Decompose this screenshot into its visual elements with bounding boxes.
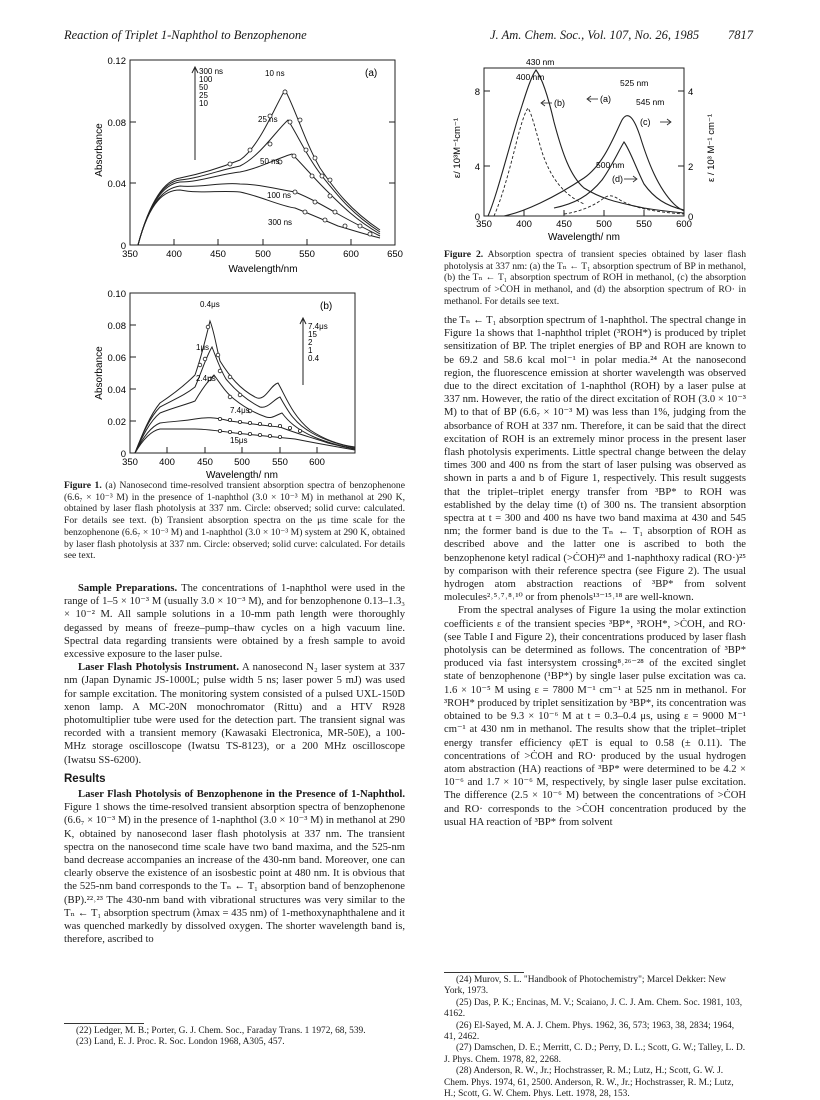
fig1b-legend-time: 1 <box>308 346 313 355</box>
right-paragraph-1: the Tₙ ← T₁ absorption spectrum of 1-naphthol. The spectral change in Figure 1a shows that 1-naphthol triplet (³ROH*) is produced by triplet sensitization of BP. The triplet energies of BP and ROH are known to be 69.2 and 58.6 kcal mol⁻¹ in polar media.²⁴ At the nanosecond region, the fluorescence emission at shorter wavelength was observed due to the direct excitation of 1-naphthol (ROH) by a laser pulse at 337 nm. However, the ratio of the direct excitation of ROH (3.0 × 10⁻³ M) to that of BP (6.6₇ × 10⁻³ M) was less than 1%, judging from the absorbance of ROH at 337 nm. Therefore, it can be said that the direct excitation of ROH is an extremely minor process in the present laser flash photolysis experiments. Little spectral change between the delay times 300 and 400 ns from the start of laser pulsing was observed as shown in parts a and b of Figure 1, respectively. This result suggests that the triplet–triplet energy transfer from ³BP* to ROH was established by the delay time (t) of 300 ns. The transient absorption spectra at t = 300 and 400 ns have two band maxima at 430 and 545 nm; the former band is due to the Tₙ ← T₁ absorption of ROH as described above and the latter one is ascribed to both the benzophenone ketyl radical (>ĊOH)²³ and 1-naphthoxy radical (RO·)²⁵ by comparison with their reference spectra (see Figure 2). The usual hydrogen atom abstraction reactions of ³BP* from solvent molecules²˒⁵˒⁷˒⁸˒¹⁰ or from phenols¹³⁻¹⁵˒¹⁸ are well-known. <box>444 315 746 604</box>
laser-text: A nanosecond N₂ laser system at 337 nm (Japan Dynamic JS-1000L; pulse width 5 ns; laser power 5 mJ) was used for sample excitation. The monitoring system consisted of a pulsed UXL-150D xenon lamp. A MC-20N monochromator (Rittu) and a HTV R928 photomultiplier tube were used for the detection part. The transient signal was recorded with a transient memory (Kawasaki Electronica, MR-50E), a 100-MHz storage oscilloscope (Iwatsu TS-8123), or a 200 MHz oscilloscope (Iwatsu SS-6200). <box>64 662 405 766</box>
fig1b-annotation: 0.4μs <box>200 300 220 309</box>
fig2-xtick: 350 <box>476 219 492 230</box>
fig1a-ytick: 0.12 <box>107 56 126 67</box>
fig1a-xtick: 500 <box>255 249 271 260</box>
fig2-ytick-right: 4 <box>688 87 694 98</box>
fig1a-xtick: 350 <box>122 249 138 260</box>
fig1a-legend-time: 300 ns <box>199 67 224 76</box>
fig1b-panel-label: (b) <box>320 301 333 312</box>
fig1a-ytick: 0 <box>120 241 126 252</box>
fig1b-annotation: 15μs <box>230 436 248 445</box>
reference-item: (23) Land, E. J. Proc. R. Soc. London 1968, A305, 457. <box>76 1037 285 1048</box>
fig2-ylabel-left: ε/ 10³M⁻¹cm⁻¹ <box>452 117 463 179</box>
fig1a-curve-100ns <box>138 184 380 245</box>
fig2-xtick: 500 <box>596 219 612 230</box>
figure-2-caption-text: Absorption spectra of transient species obtained by laser flash photolysis at 337 nm: (a) the Tₙ ← T₁ absorption spectrum of BP in methanol, (b) the Tₙ ← T₁ absorption spectrum of ROH in methanol, (c) the absorption spectrum of >ĊOH in methanol, and (d) the absorption spectrum of RO· in methanol. For details see text. <box>444 249 746 307</box>
fig1a-xtick: 650 <box>387 249 403 260</box>
fig2-xtick: 400 <box>516 219 532 230</box>
fig1a-legend-time: 100 <box>199 75 213 84</box>
fig1b-ytick: 0.08 <box>107 321 126 332</box>
fig2-ytick-right: 2 <box>688 162 694 173</box>
fig1b-ytick: 0.02 <box>107 417 126 428</box>
fig1b-annotation: 7.4μs <box>230 406 250 415</box>
figure-1a-chart <box>80 50 410 280</box>
fig1a-curves <box>138 90 380 245</box>
fig1a-legend-time: 25 <box>199 91 208 100</box>
results-paragraph <box>64 788 405 946</box>
fig2-xtick: 450 <box>556 219 572 230</box>
laser-heading: Laser Flash Photolysis Instrument. <box>78 662 239 674</box>
fig2-frame <box>484 68 684 216</box>
fig2-annotation: 430 nm <box>526 57 555 67</box>
fig1b-legend-time: 2 <box>308 338 313 347</box>
sample-heading: Sample Preparations. <box>78 583 178 594</box>
fig1b-xtick: 500 <box>234 457 250 468</box>
fig1a-ytick: 0.08 <box>107 118 126 129</box>
fig1a-legend-time: 50 <box>199 83 208 92</box>
fig1b-xtick: 350 <box>122 457 138 468</box>
fig1b-ylabel: Absorbance <box>94 346 105 400</box>
fig2-ytick-right: 0 <box>688 212 694 223</box>
fig1b-xtick: 450 <box>197 457 213 468</box>
right-references <box>444 975 746 1100</box>
figure-1-caption-label: Figure 1. <box>64 480 102 491</box>
fig1b-curve-0.4us <box>135 321 355 453</box>
fig1b-curves <box>135 321 355 453</box>
fig2-label-a: (a) <box>600 94 611 104</box>
fig1a-xtick: 550 <box>299 249 315 260</box>
fig1a-annotation: 300 ns <box>268 218 293 227</box>
fig2-label-b: (b) <box>554 98 565 108</box>
fig2-curve-a <box>504 116 684 216</box>
fig1b-ytick: 0.10 <box>107 289 126 300</box>
left-column-body <box>64 582 405 946</box>
page-number: 7817 <box>728 28 753 42</box>
fig1a-xtick: 600 <box>343 249 359 260</box>
fig1b-legend-time: 15 <box>308 330 317 339</box>
fig1b-legend-time: 7.4μs <box>308 322 328 331</box>
figure-1-caption <box>64 480 405 562</box>
fig2-annotation: 525 nm <box>620 78 649 88</box>
right-paragraph-2: From the spectral analyses of Figure 1a using the molar extinction coefficients ε of the transient species ³BP*, ³ROH*, >ĊOH, and RO· (see Table I and Figure 2), their concentrations produced by laser flash photolysis can be determined as follows. The concentration of ³BP* produced via fast intersystem crossing⁸˒²⁶⁻²⁸ of the excited singlet state of benzophenone (¹BP*) by single laser pulse excitation was ca. 1.6 × 10⁻⁵ M using ε = 7800 M⁻¹ cm⁻¹ at 525 nm in methanol. For ³ROH* produced by triplet sensitization by ³BP*, its concentration was obtained to be 9.3 × 10⁻⁶ M at t = 0.3–0.4 μs, using ε = 9000 M⁻¹ cm⁻¹ at 430 nm in methanol. The results show that the triplet–triplet energy transfer efficiency φET is equal to 0.58 (± 0.11). The concentrations of >ĊOH and RO· produced by the usual hydrogen atom abstraction (HA) reactions of ³BP* were determined to be 4.2 × 10⁻⁶ and 1.7 × 10⁻⁶ M, respectively, by single laser pulse excitation. The difference (2.5 × 10⁻⁶ M) between the concentrations of >ĊOH and RO· corresponds to the >ĊOH concentration produced by the usual HA reaction of ³BP* from solvent <box>444 605 746 828</box>
reference-item: (25) Das, P. K.; Encinas, M. V.; Scaiano, J. C. J. Am. Chem. Soc. 1981, 103, 4162. <box>444 997 743 1020</box>
fig2-xtick: 600 <box>676 219 692 230</box>
fig2-xlabel: Wavelength/ nm <box>548 232 620 243</box>
results-subheading: Laser Flash Photolysis of Benzophenone in the Presence of 1-Naphthol. <box>78 789 405 801</box>
fig1a-annotation: 25 ns <box>258 115 278 124</box>
fig2-annotation: 400 nm <box>516 72 545 82</box>
journal-citation: J. Am. Chem. Soc., Vol. 107, No. 26, 1985 <box>490 28 700 42</box>
reference-item: (24) Murov, S. L. "Handbook of Photochemistry"; Marcel Dekker: New York, 1973. <box>444 975 727 997</box>
fig1a-curve-10ns <box>138 90 380 245</box>
fig2-dashed-peak <box>494 108 584 216</box>
fig1b-xtick: 600 <box>309 457 325 468</box>
fig2-annotation: 500 nm <box>596 160 625 170</box>
fig2-ylabel-right: ε / 10³ M⁻¹ cm⁻¹ <box>706 113 717 183</box>
fig1a-annotation: 50 ns <box>260 157 280 166</box>
fig1a-legend-time: 10 <box>199 99 208 108</box>
fig1b-ytick: 0.06 <box>107 353 126 364</box>
running-title: Reaction of Triplet 1-Naphthol to Benzophenone <box>64 28 307 42</box>
laser-paragraph <box>64 661 405 767</box>
fig1a-ylabel: Absorbance <box>94 123 105 177</box>
fig2-ytick-left: 0 <box>474 212 480 223</box>
reference-item: (26) El-Sayed, M. A. J. Chem. Phys. 1962, 36, 573; 1963, 38, 2834; 1964, 41, 2462. <box>444 1020 735 1043</box>
sample-text: The concentrations of 1-naphthol were used in the range of 1–5 × 10⁻³ M (usually 3.0 × 10⁻³ M), and for benzophenone 0.13–1.3₃ × 10⁻² M. All sample solutions in a 10-mm path length were thoroughly degassed by means of freeze–pump–thaw cycles on a high vacuum line. Spectral data regarding transients were obtained by a fresh sample to avoid excessive exposure to the laser pulse. <box>64 583 405 661</box>
fig1a-ytick: 0.04 <box>107 179 126 190</box>
fig1b-annotation: 2.4μs <box>196 374 216 383</box>
fig2-annotation: 545 nm <box>636 97 665 107</box>
fig1b-xtick: 550 <box>272 457 288 468</box>
fig1a-annotation: 100 ns <box>267 191 292 200</box>
fig1a-xtick: 450 <box>210 249 226 260</box>
reference-item: (28) Anderson, R. W., Jr.; Hochstrasser, R. M.; Lutz, H.; Scott, G. W. J. Chem. Phys. 1974, 61, 2500. Anderson, R. W., Jr.; Hochstrasser, R. M.; Lutz, H.; Scott, G. W. Chem. Phys. Lett. 1978, 28, 153. <box>444 1066 734 1100</box>
fig1a-xtick: 400 <box>166 249 182 260</box>
fig1b-xlabel: Wavelength/ nm <box>206 470 278 480</box>
sample-paragraph <box>64 582 405 661</box>
fig2-ytick-left: 8 <box>474 87 480 98</box>
fig1b-ytick: 0.04 <box>107 385 126 396</box>
figure-2-chart <box>444 48 734 246</box>
results-heading: Results <box>64 772 106 785</box>
figure-2-caption <box>444 249 746 308</box>
left-references <box>64 1026 405 1049</box>
reference-item: (22) Ledger, M. B.; Porter, G. J. Chem. Soc., Faraday Trans. 1 1972, 68, 539. <box>76 1026 366 1036</box>
fig2-curve-b <box>488 70 684 216</box>
fig2-label-c: (c) <box>640 117 651 127</box>
fig2-label-d: (d) <box>612 174 623 184</box>
fig1a-panel-label: (a) <box>365 68 378 79</box>
figure-1b-chart <box>80 285 410 480</box>
fig1b-xtick: 400 <box>159 457 175 468</box>
fig1b-annotation: 1μs <box>196 343 210 352</box>
footnote-rule-left <box>64 1023 144 1024</box>
fig1a-xlabel: Wavelength/nm <box>228 264 298 275</box>
right-column-body <box>444 314 746 829</box>
fig1a-annotation: 10 ns <box>265 69 285 78</box>
figure-1-caption-text: (a) Nanosecond time-resolved transient absorption spectra of benzophenone (6.6₇ × 10⁻³ M) in the presence of 1-naphthol (3.0 × 10⁻³ M) in methanol at 290 K, obtained by laser flash photolysis at 337 nm. Circle: observed; solid curve: calculated. For details see text. (b) Transient absorption spectra on the μs time scale for the benzophenone (6.6₇ × 10⁻³ M) and 1-naphthol (3.0 × 10⁻³ M) system at 290 K, obtained by laser flash photolysis at 337 nm. Circle: observed; solid curve: calculated. For details see text. <box>64 480 405 562</box>
fig2-xtick: 550 <box>636 219 652 230</box>
fig2-dashed-curves <box>494 108 684 216</box>
footnote-rule-right <box>444 972 524 973</box>
fig2-ytick-left: 4 <box>474 162 480 173</box>
fig1b-legend-time: 0.4 <box>308 354 320 363</box>
fig2-curves <box>488 70 684 216</box>
results-text: Figure 1 shows the time-resolved transient absorption spectra of benzophenone (6.6₇ × 10⁻³ M) in the presence of 1-naphthol (3.0 × 10⁻³ M) in methanol at 290 K, obtained by nanosecond laser flash photolysis at 337 nm. The transient spectra on the nanosecond time scale have two band maxima, and the 525-nm band decrease accompanies an increase of the 430-nm band. Moreover, one can clearly observe the existence of an isosbestic point at 480 nm. It is obvious that the 525-nm band corresponds to the Tₙ ← T₁ absorption band of benzophenone (BP).²²˒²³ The 430-nm band with vibrational structures was very similar to the Tₙ ← T₁ absorption spectrum (λmax = 435 nm) of 1-methoxynaphthalene and it was quenched markedly by dissolved oxygen. The shorter wavelength band is, therefore, ascribed to <box>64 802 405 946</box>
reference-item: (27) Damschen, D. E.; Merritt, C. D.; Perry, D. L.; Scott, G. W.; Talley, L. D. J. Phys. Chem. 1978, 82, 2268. <box>444 1043 746 1065</box>
fig1b-ytick: 0 <box>120 449 126 460</box>
figure-2-caption-label: Figure 2. <box>444 249 484 260</box>
